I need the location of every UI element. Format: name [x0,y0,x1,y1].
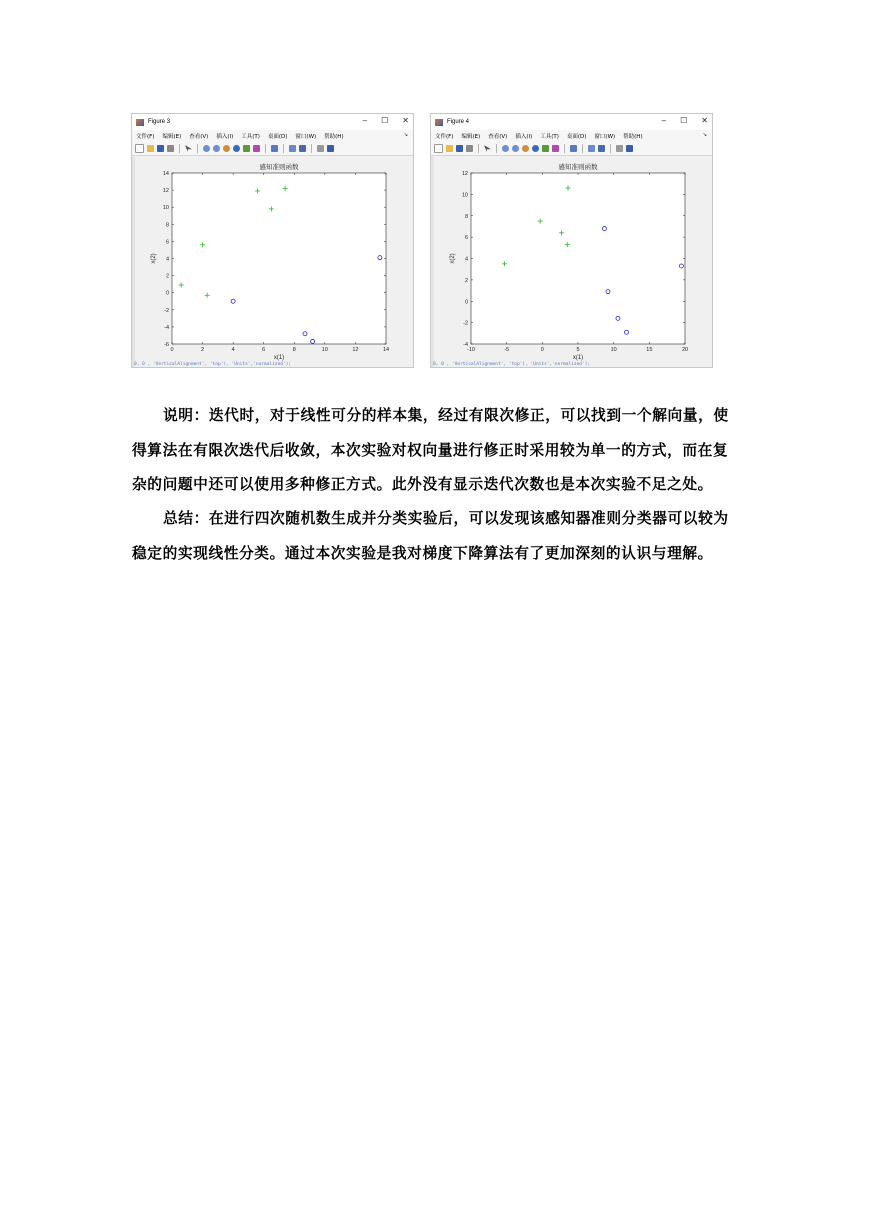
y-axis-label: x(2) [450,253,456,264]
y-tick-label: -2 [463,320,468,327]
x-tick-label: -5 [504,347,510,353]
x-tick-label: 20 [681,347,689,353]
pan-icon[interactable] [223,145,230,152]
x-tick-label: 8 [292,347,296,353]
data-cursor-icon[interactable] [542,145,549,152]
menu-bar [431,130,712,142]
menu-bar [132,130,413,142]
y-tick-label: -2 [164,307,169,314]
x-tick-label: 0 [540,347,544,353]
menu-window[interactable]: 窗口(W) [594,134,616,140]
menu-window[interactable]: 窗口(W) [295,134,317,140]
x-tick-label: 12 [352,347,359,353]
toolbar-separator [265,144,266,153]
show-plot-tools-icon[interactable] [626,145,633,152]
minimize-icon[interactable]: – [362,116,368,125]
rotate-icon[interactable] [532,145,539,152]
x-tick-label: 4 [231,347,235,353]
y-tick-label: 12 [162,188,169,195]
toolbar-separator [610,144,611,153]
x-tick-label: 0 [170,347,174,353]
menu-tools[interactable]: 工具(T) [241,134,260,140]
paragraph-explanation: 说明：迭代时，对于线性可分的样本集，经过有限次修正，可以找到一个解向量，使得算法在有限次迭代后收敛，本次实验对权向量进行修正时采用较为单一的方式，而在复杂的问题中还可以使用多种修正方式。此外没有显示迭代次数也是本次实验不足之处。 [132,407,729,493]
chart-title: 感知准则函数 [558,163,598,171]
window-title: Figure 3 [148,119,171,125]
toolbar-separator [179,144,180,153]
menu-edit[interactable]: 编辑(E) [461,134,481,140]
paragraph-summary: 总结：在进行四次随机数生成并分类实验后，可以发现该感知器准则分类器可以较为稳定的实现线性分类。通过本次实验是我对梯度下降算法有了更加深刻的认识与理解。 [132,510,729,562]
new-figure-icon[interactable] [434,144,443,153]
title-bar [431,114,712,130]
open-file-icon[interactable] [446,145,453,152]
menu-file[interactable]: 文件(F) [435,134,454,140]
dock-arrow-icon[interactable]: ↘ [702,132,707,138]
y-tick-label: -6 [164,342,169,348]
zoom-out-icon[interactable] [512,145,519,152]
x-tick-label: 10 [321,347,328,353]
x-axis-label: x(1) [273,355,285,361]
open-file-icon[interactable] [147,145,154,152]
hide-plot-tools-icon[interactable] [616,145,623,152]
y-tick-label: 14 [162,171,169,177]
x-tick-label: 15 [646,347,653,353]
y-tick-label: 10 [162,205,169,212]
y-tick-label: 0 [165,290,169,297]
y-tick-label: 4 [165,256,169,263]
toolbar-separator [311,144,312,153]
menu-view[interactable]: 查看(V) [488,134,508,140]
pointer-icon[interactable] [484,145,491,152]
menu-file[interactable]: 文件(F) [136,134,155,140]
toolbar-separator [478,144,479,153]
minimize-icon[interactable]: – [661,116,667,125]
scatter-plot-figure-4 [431,157,713,368]
x-axis-label: x(1) [572,355,584,361]
x-tick-label: 14 [382,347,390,353]
background-code-line: 0, 0 , 'VerticalAlignment', 'top'), 'Units','normalized'); [433,362,591,367]
x-tick-label: 10 [610,347,617,353]
dock-arrow-icon[interactable]: ↘ [403,132,408,138]
y-tick-label: 10 [461,192,468,199]
link-plot-icon[interactable] [570,145,577,152]
zoom-in-icon[interactable] [203,145,210,152]
y-tick-label: 8 [165,222,169,229]
toolbar-separator [283,144,284,153]
brush-icon[interactable] [253,145,260,152]
figure-toolbar [132,142,413,156]
y-tick-label: 6 [165,239,169,246]
menu-help[interactable]: 帮助(H) [623,134,643,140]
toolbar-separator [564,144,565,153]
x-tick-label: 5 [576,347,580,353]
save-icon[interactable] [456,145,463,152]
menu-view[interactable]: 查看(V) [189,134,209,140]
title-bar [132,114,413,130]
y-tick-label: 12 [461,171,468,177]
show-plot-tools-icon[interactable] [327,145,334,152]
close-icon[interactable]: ✕ [701,116,708,125]
menu-desktop[interactable]: 桌面(D) [267,134,288,140]
y-tick-label: 6 [464,235,468,242]
hide-plot-tools-icon[interactable] [317,145,324,152]
menu-desktop[interactable]: 桌面(D) [566,134,587,140]
y-tick-label: -4 [463,342,468,348]
rotate-icon[interactable] [233,145,240,152]
toolbar-separator [582,144,583,153]
y-tick-label: 2 [464,277,468,284]
pan-icon[interactable] [522,145,529,152]
pointer-icon[interactable] [185,145,192,152]
figure-toolbar [431,142,712,156]
legend-icon[interactable] [299,145,306,152]
x-tick-label: -10 [467,347,475,353]
plot-area [172,173,386,344]
y-tick-label: 0 [464,299,468,306]
menu-edit[interactable]: 编辑(E) [162,134,182,140]
link-plot-icon[interactable] [271,145,278,152]
y-tick-label: 2 [165,273,169,280]
window-title: Figure 4 [447,119,470,125]
y-axis-label: x(2) [151,253,157,264]
background-code-line: 0, 0 , 'VerticalAlignment', 'top'), 'Units','normalized'); [134,362,292,367]
print-icon[interactable] [466,145,473,152]
y-tick-label: 4 [464,256,468,263]
x-tick-label: 6 [262,347,266,353]
toolbar-separator [496,144,497,153]
colorbar-icon[interactable] [588,145,595,152]
maximize-icon[interactable]: ☐ [381,116,389,125]
y-tick-label: -4 [164,324,169,331]
zoom-out-icon[interactable] [213,145,220,152]
scatter-plot-figure-3 [132,157,414,368]
x-tick-label: 2 [201,347,205,353]
maximize-icon[interactable]: ☐ [680,116,688,125]
matlab-icon [136,119,144,126]
menu-insert[interactable]: 插入(I) [216,134,234,140]
data-cursor-icon[interactable] [243,145,250,152]
colorbar-icon[interactable] [289,145,296,152]
new-figure-icon[interactable] [135,144,144,153]
menu-help[interactable]: 帮助(H) [324,134,344,140]
close-icon[interactable]: ✕ [402,116,409,125]
plot-area [471,173,685,344]
chart-title: 感知准则函数 [259,163,299,171]
brush-icon[interactable] [552,145,559,152]
legend-icon[interactable] [598,145,605,152]
zoom-in-icon[interactable] [502,145,509,152]
save-icon[interactable] [157,145,164,152]
toolbar-separator [197,144,198,153]
print-icon[interactable] [167,145,174,152]
y-tick-label: 8 [464,213,468,220]
figure-window-4 [430,113,713,368]
figure-window-3 [131,113,414,368]
matlab-icon [435,119,443,126]
menu-insert[interactable]: 插入(I) [515,134,533,140]
menu-tools[interactable]: 工具(T) [540,134,559,140]
